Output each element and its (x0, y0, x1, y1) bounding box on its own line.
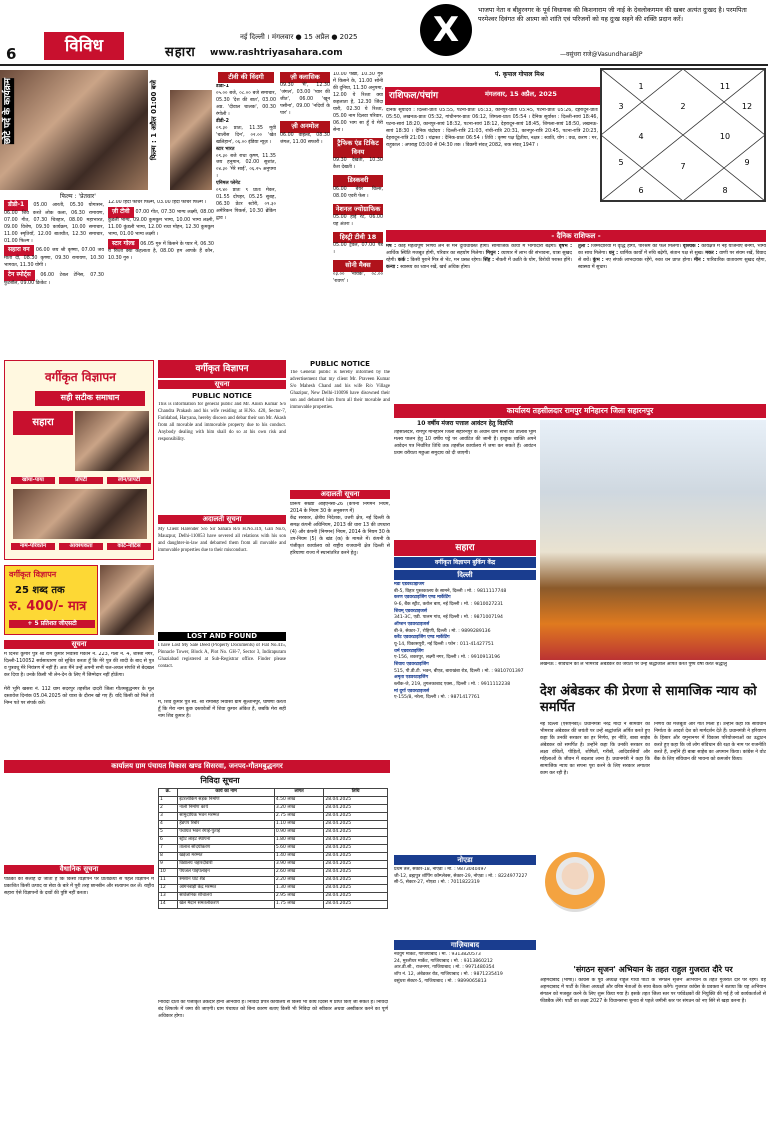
offer-gst: + 5 प्रतिशत जीएसटी (9, 620, 95, 628)
cat-property: प्रॉपर्टी (59, 477, 103, 484)
animal-planet-head: ज़ी अनमोल (280, 121, 330, 132)
lost-found-title: LOST AND FOUND (158, 632, 286, 641)
notice-head-2: सूचना (158, 380, 286, 389)
offer-price: रु. 400/- मात्र (9, 599, 87, 614)
offer-title: वर्गीकृत विज्ञापन (9, 570, 57, 579)
tv-channel-listings-mid: 12.00 हिंदी फीचर फिल्म, 03.00 हिंदी फीचर फिल्म । ज़ी टीवी 07.00 गीत, 07.30 भाग्य लक्ष्मी, 08.00 कुंडली भाग्य, 09.00 कुमकुम भाग्य, 10.00 भाग्य लक्ष्मी, 11.00 कुंडली भाग्य, 12.00 राधा मोहन, 12.30 कुमकुम भाग्य, 01.00 भाग्य लक्ष्मी । स्टार गोल्ड 06.05 गुरु में किसने के प्यार में, 06.30 ये रिश्ता क्या कहलाता है, 08.00 हम आपके हैं कौन, 10.30 गुरु । (108, 200, 214, 262)
booking-delhi-head: दिल्ली (394, 570, 536, 580)
center-1: मंडी एडवरटाइजिंग (394, 582, 425, 587)
sub-headline: 'संगठन सृजन' अभियान के तहत राहुल गुजरात दौरे पर (573, 965, 733, 974)
kundli-house-4: 3 (618, 102, 624, 111)
classified-title: वर्गीकृत विज्ञापन (45, 370, 116, 384)
center-5: करेंट एडवरटाइजिंग एण्ड मार्केटिंग (394, 635, 450, 641)
court-notice-head: अदालती सूचना (158, 515, 286, 524)
channel-dd1-badge: डीडी-1 (4, 200, 28, 211)
legal-notice-text: पाठकों को सलाह दी जाती है कि किसी विज्ञापन पर प्रतिक्रिया से पहले विज्ञापन में प्रकाशित किसी उत्पाद या सेवा के बारे में पूरी तरह छानबीन और सत्यापन कर लें। राष्ट्रीय सहारा ऐसे विज्ञापनों के दावों की पुष्टि नहीं करता। (4, 877, 154, 896)
tweet-quote: भाजपा नेता व बीहुरनगर के पूर्व विधायक की किशनाराम जी नाई के देवलोकगमन की खबर अत्यंत दुःखद है। परमपिता परमेश्वर दिवंगत की आत्मा को शांति एवं परिजनों को यह दुःख सहने की शक्ति प्रदान करें। (478, 6, 747, 24)
tender2-title: कार्यालय ग्राम पंचायत विकास खण्ड सिसरवा, जनपद-गौतमबुद्धनगर (4, 760, 390, 773)
history-head: हिस्ट्री टीवी 18 (333, 232, 383, 243)
kundli-house-10: 9 (744, 158, 750, 167)
page-number: 6 (6, 45, 17, 63)
rashi-date: मंगलवार, 15 अप्रैल, 2025 (485, 90, 557, 98)
sony-max-head: सोनी मैक्स (333, 260, 383, 271)
news-col-3: अहमदाबाद (भाषा)। कांग्रेस के पूर्व अध्यक्ष राहुल गांधी पार्टी के 'संगठन सृजन' अभियान के तहत गुजरात दौरे पर रहेंगे। वह अहमदाबाद में पार्टी के जिला अध्यक्षों और वरिष्ठ नेताओं के साथ बैठक करेंगे। गुजरात कांग्रेस के प्रवक्ता ने बताया कि यह अभियान संगठन को मजबूत करने के लिए शुरू किया गया है। इसके तहत जिला स्तर पर पर्यवेक्षकों की नियुक्ति की गई है जो कार्यकर्ताओं से फीडबैक लेंगे। पार्टी का लक्ष्य 2027 के विधानसभा चुनाव से पहले जमीनी स्तर पर संगठन को नए सिरे से खड़ा करना है। (540, 978, 766, 1004)
tender1-sub: 10 वर्षीय मंजरा पत्ताल आवंटन हेतु विज्ञप्ति (417, 420, 513, 427)
section-title: विविध (44, 32, 124, 60)
rashi-title: राशिफल/पंचांग (389, 91, 439, 101)
notice-text: मैं दिनेश कुमार पुत्र श्री राम कुमार निवासी मकान नं. 223, गली नं. 4, शास्त्री नगर, दिल्ली-110052 सर्वसाधारण को सूचित करता हूँ कि मेरे पुत्र की शादी के बाद से पुत्र व पुत्रवधू मेरे नियंत्रण में नहीं हैं। अतः मैंने उन्हें अपनी सभी चल-अचल संपत्ति से बेदखल कर दिया है। उनके किसी भी लेन-देन के लिए मैं जिम्मेदार नहीं होऊँगा। मेरी भूमि खसरा नं. 112 ग्राम सदरपुर तहसील दादरी जिला गौतमबुद्धनगर के मूल दस्तावेज दिनांक 05.04.2025 को यात्रा के दौरान खो गए हैं। यदि किसी को मिले तो निम्न पते पर संपर्क करें। (4, 652, 154, 706)
public-notice-text-2: The General public is hereby informed by the advertisement that my client Mr. Praveen Kumar S/o Mahesh Chand and his wife R/o Village Ghazipur, New Delhi-110096 have disowned their son and debarred him from all their movable and immovable properties. (290, 370, 390, 410)
kundli-house-3: 11 (719, 82, 731, 91)
natgeo-head: नेशनल ज्योग्राफिक (333, 204, 383, 215)
center-8: अमृता एडवरटाइजिंग (394, 675, 429, 681)
kundli-house-1: 2 (680, 102, 686, 111)
channel-dd1: डीडी-1 (216, 84, 229, 89)
channel-dd2: डीडी-2 (216, 118, 229, 124)
booking-noida-head: नोएडा (394, 855, 536, 865)
main-headline: देश अंबेडकर की प्रेरणा से सामाजिक न्याय को समर्पित (540, 684, 757, 716)
tender2-label: निविदा सूचना (200, 776, 240, 785)
tv-channels-head: टीवी की विंदगी (218, 72, 274, 83)
quote-credit: —वसुंधरा राजे@VasundharaBJP (560, 51, 643, 58)
sahara-logo: सहारा (165, 45, 196, 60)
tv-mid-col-b: 10.00 पंख़ा, 10.30 गुरु में किसने के, 11.00 सोनी की दुनिया, 11.30 अनुपमा, 12.00 ये रिश्ता क्या कहलाता है, 12.30 जिंदा यारी, 02.30 ये रिश्ता, 05.00 नाम दिलवा परिवार, 06.00 भाग सा हूँ ये मेरी सेना । ट्रैफिक एंड टिकिट विनय 09.30 देखती, 10.30 कैश देखती । डिस्कवरी 06.00 बेयर ग्रिल्स, 08.00 एवरी फेस । नेशनल ज्योग्राफिक 05.00 हाई रेट, 06.00 यह अंतरा । हिस्ट्री टीवी 18 05.00 ट्रैवल, 07.00 पैड । सोनी मैक्स ०३.०० 'नायक', ०८.०० 'रावण' । (333, 72, 383, 284)
cat-court-notice: कोर्ट-नोटिस (107, 543, 151, 550)
channel-starbharat: स्टार भारत (216, 146, 235, 152)
classified-sahara-logo: सहारा (13, 411, 73, 435)
news-col-1: नई दिल्ली (एसएनबी)। प्रधानमंत्री नरेंद्र मोदी ने सोमवार को भीमराव अंबेडकर की जयंती पर उन्हें श्रद्धांजलि अर्पित करते हुए कहा कि उनकी सरकार का हर निर्णय, हर नीति, बाबा साहेब अंबेडकर को समर्पित है। उन्होंने कहा कि उनकी सरकार का लक्ष्य वंचितों, पीड़ितों, शोषितों, गरीबों, आदिवासियों और महिलाओं के जीवन में बदलाव लाना है। प्रधानमंत्री ने कहा कि सामाजिक न्याय का सपना पूरा करने के लिए सरकार लगातार काम कर रही है। (540, 722, 650, 776)
panchang-text: दैनिक सूर्योदय : दिल्ली-प्रातः 05:55, पटना-प्रातः 05:33, कानपुर-प्रातः 05:45, पटना-प्रातः 05:26, देहरादून-प्रातः 05:50, लखनऊ-प्रातः 05:32, गांधीनगर-प्रातः 06:12, शिमला-प्रातः 05:54 । दैनिक सूर्यास्त : दिल्ली-सायं 18:46, पटना-सायं 18:20, कानपुर-सायं 18:32, पटना-सायं 18:12, देहरादून-सायं 18:45, शिमला-सायं 18:50, लखनऊ-सायं 18:30 । दैनिक चंद्रोदय : दिल्ली-रात्रि 21:03, रांची-रात्रि 20:31, कानपुर-रात्रि 20:45, पटना-रात्रि 20:23, देहरादून-रात्रि 21:03 । चंद्रास्त : दैनिक-प्रातः 06:54 । तिथि : कृष्ण पक्ष द्वितीया, नक्षत्र : स्वाति, योग : वज्र, करण : गर, राहुकाल : अपराह्न 03:00 से 04:30 तक । विक्रमी संवत् 2082, शक संवत् 1947 । (386, 108, 598, 148)
booking-delhi-list: मंडी एडवरटाइजिंग बी-5, विहार पुस्तकालय के सामने, दिल्ली । मो. : 9811117748 करण एडवरटाइजिंग एण्ड मार्केटिंग 9-6, बैंक स्ट्रीट, करोल बाग़, नई दिल्ली । मो. : 9810027231 शिवम् एडवरटाइजर्स 341-3C, एडी. पालम गांव, नई दिल्ली । मो. : 9871007194 ऑप्शन एडवरटाइजर्स बी-9, सेक्टर-7, रोहिणी, दिल्ली । मो. : 9899289136 करेंट एडवरटाइजिंग एण्ड मार्केटिंग यू-14, विकासपुरी, नई दिल्ली । फोन : 011-41427751 धर्म एडवरटाइजिंग ए-156, शकरपुर, लक्ष्मी नगर, दिल्ली । मो. : 9910913196 शिवाय एडवरटाइजिंग 515, पी.डी.टी. भवन, बीएड, बाराखंबा रोड, दिल्ली । मो. : 9810701397 अमृता एडवरटाइजिंग ब्लॉक-जे, 219, तुगलकाबाद एक्स., दिल्ली । मो. : 9911112238 मां दुर्गा एडवरटाइजर्स ए-155/8, नरेला, दिल्ली । मो. : 9871417761 (394, 582, 536, 852)
rashifal-right: तुला : जिम्मेदारियों में वृद्धि होगी, परिश्रम का फल मिलेगा। वृश्चिक : कार्यक्षेत्र में नई योजनाएं बनेंगी, भाग्य का साथ मिलेगा। धनु : धार्मिक कार्यों में रुचि बढ़ेगी, संतान पक्ष से सुख। मकर : वाणी पर संयम रखें, विवाद से बचें। कुंभ : नए संपर्क लाभदायक रहेंगे, रुका धन प्राप्त होगा। मीन : पारिवारिक वातावरण सुखद रहेगा, स्वास्थ्य में सुधार। (578, 244, 766, 270)
kundli-house-7: 10 (719, 132, 731, 141)
channel-stargold-badge: स्टार गोल्ड (108, 239, 139, 250)
kundli-house-6: 4 (638, 132, 644, 141)
public-notice-title: PUBLIC NOTICE (192, 392, 252, 400)
offer-words: 25 शब्द तक (15, 585, 65, 596)
kundli-house-12: 8 (722, 186, 728, 195)
center-7: शिवाय एडवरटाइजिंग (394, 661, 429, 667)
tender-table: क्र. कार्य का नाम लागत तिथि 1 इंटरलॉकिंग सड़क निर्माण 4.50 लाख 28.04.2025 2 नाली निर्माण कार्य 3.20 लाख 28.04.2025 3 सामुदायिक भवन मरम्मत 2.75 लाख 28.04.2025 4 हैंडपंप रिबोर 1.10 लाख 28.04.2025 5 पंचायत भवन रंगाई-पुताई 0.90 लाख 28.04.2025 6 स्ट्रीट लाइट स्थापना 1.80 लाख 28.04.2025 7 तालाब सौंदर्यीकरण 5.60 लाख 28.04.2025 8 खड़ंजा मरम्मत 1.40 लाख 28.04.2025 9 विद्यालय चहारदीवारी 3.90 लाख 28.04.2025 10 पेयजल पाइपलाइन 2.60 लाख 28.04.2025 11 श्मशान घाट शेड 2.20 लाख 28.04.2025 12 आंगनबाड़ी केंद्र मरम्मत 1.30 लाख 28.04.2025 13 सार्वजनिक शौचालय 2.95 लाख 28.04.2025 14 खेल मैदान समतलीकरण 1.75 लाख 28.04.2025 (158, 788, 388, 988)
tv-section-vertical-title: छोटे पर्दे के कार्यक्रम (3, 78, 13, 145)
channel-sahara-badge: सहारा वन (4, 245, 34, 256)
lost-found-text: I have Lost My Sale Deed (Property Documents) of Flat No.415, Pinnacle Tower, Block A, Plot No. GH-7, Sector 3, Indirapuram Ghaziabad registered at Sub-Registrar office. Finder please contact. (158, 643, 286, 669)
pm-photo (545, 852, 605, 912)
channel-zee-badge: ज़ी टीवी (108, 207, 134, 218)
film-label: फिल्म : 'प्रेतवार' (60, 193, 96, 200)
classified-tagline: सही सटीक समाधान (35, 391, 145, 406)
cat-requirement: आवश्यकता (59, 543, 103, 550)
classified-collage (75, 411, 149, 471)
center-4: ऑप्शन एडवरटाइजर्स (394, 621, 430, 627)
court-case-text: प्रारूप संख्या आईएनसी-26 (कंपनी निगमन नियम, 2014 के नियम 30 के अनुसरण में) केंद्र सरकार, क्षेत्रीय निदेशक, उत्तरी क्षेत्र, नई दिल्ली के समक्ष कंपनी अधिनियम, 2013 की धारा 13 की उपधारा (4) और कंपनी (निगमन) नियम, 2014 के नियम 30 के उप-नियम (5) के खंड (क) के मामले में। कंपनी के पंजीकृत कार्यालय को राष्ट्रीय राजधानी क्षेत्र दिल्ली से हरियाणा राज्य में स्थानांतरित करने हेतु। (290, 502, 390, 556)
kundli-house-11: 6 (638, 186, 644, 195)
cat-lost-found: खोया-पाया (11, 477, 55, 484)
website[interactable]: www.rashtriyasahara.com (210, 48, 343, 58)
rashifal-left: मेष : कोई महत्वपूर्ण निर्णय लेने से मन दुविधाग्रस्त होगा। सामाजिक कार्यों में भागीदारी बढ़ेगी। वृषभ : आर्थिक स्थिति मजबूत होगी, परिवार का सहयोग मिलेगा। मिथुन : व्यापार में लाभ की संभावना, यात्रा सुखद रहेगी। कर्क : किसी पुराने मित्र से भेंट, मन प्रसन्न रहेगा। सिंह : नौकरी में उन्नति के योग, विरोधी परास्त होंगे। कन्या : स्वास्थ्य का ध्यान रखें, खर्च अधिक होगा। (386, 244, 572, 270)
zee-classic-head: ज़ी क्लासिक (280, 72, 330, 83)
tender1-title: कार्यालय तहसीलदार रामपुर मनिहारन जिला सहारनपुर (394, 404, 766, 418)
photo-caption: लखनऊ : संविधान को ले भीमराव अंबेडकर की जयंती पर उन्हें श्रद्धांजलि अर्पित करते पुष्प वर्षा करते श्रद्धालु (540, 662, 727, 667)
notice-head: सूचना (4, 640, 154, 649)
cat-name-change: नाम-परिवर्तन (11, 543, 55, 550)
channel-history: एनिमल प्लेनेट (216, 181, 241, 187)
rashi-author: पं. कृपाल गोपाल मिश्र (495, 71, 544, 78)
public-notice-title-2: PUBLIC NOTICE (310, 360, 370, 368)
film-photo (0, 70, 148, 190)
discovery-head: डिस्कवरी (333, 175, 383, 186)
classified-ad-banner (4, 360, 154, 560)
booking-noida-list: प्रथम तल, सेक्टर-18, नोएडा । मो. : 9873040497 जी-12, ब्रह्मपुत्र शॉपिंग कॉम्प्लेक्स, सेक्टर-29, नोएडा । मो. : 8224977227 सी-5, सेक्टर-27, नोएडा । मो. : 7011822319 (394, 867, 528, 886)
kundli-house-8: 5 (618, 158, 624, 167)
channel-tensports-badge: टेन स्पोर्ट्स (4, 270, 35, 281)
tv-channel-listings-left: डीडी-1 05.00 आरती, 05.30 योगासन, 06.00 शिव करते लोक कला, 06.30 रामायण, 07.00 गीत, 07.30 चित्रहार, 08.00 महाभारत, 09.00 विशेष, 09.30 कार्यक्रम, 10.00 समाचार, 11.00 स्मृतियाँ, 12.00 बातचीत, 12.30 समाचार, 01.00 फिल्म । सहारा वन 06.00 जय श्री कृष्णा, 07.00 जय माता दी, 08.30 कृष्णा, 09.30 रामायण, 10.30 भागवत, 11.30 योगी । टेन स्पोर्ट्स 06.00 टेबल टेनिस, 07.30 फुटबॉल, 09.00 क्रिकेट । (4, 201, 104, 286)
kundli-house-2: 1 (638, 82, 644, 91)
booking-sahara: सहारा (394, 540, 536, 556)
classified-col2-title: वर्गीकृत विज्ञापन (158, 360, 286, 378)
court-notice-head-2: अदालती सूचना (290, 490, 390, 499)
news-col-2: निर्णय को मजबूती और गति मिली है। उन्होंने कहा कि संविधान निर्माता के आदर्श देश को मार्गदर्शन देते हैं। प्रधानमंत्री ने हरियाणा के हिसार और यमुनानगर में विकास परियोजनाओं का उद्घाटन करते हुए कहा कि जो लोग संविधान की रक्षा के नाम पर राजनीति करते हैं, उन्होंने ही बाबा साहेब का अपमान किया। कांग्रेस ने वोट बैंक के लिए संविधान की भावना को कमजोर किया। (654, 722, 766, 762)
affidavit-text: मैं, शिव कुमार पुत्र स्व. श्री रामसिंह निवासी ग्राम सुल्तानपुर, घोषणा करता हूँ कि मेरा नाम कुछ दस्तावेजों में शिवा कुमार अंकित है, जबकि मेरा सही नाम शिव कुमार है। (158, 700, 286, 719)
public-notice-text: This is information for general public and Mr. Anish Kumar S/o Chandra Prakash and his wife residing at H.No. 420, Sector-7, Faridabad, Haryana, hereby disown and debar their son Mr. Akash from all movable and immovable property due to his conduct. Anybody dealing with him shall do so at his own risk and responsibility. (158, 402, 286, 442)
page-header (0, 0, 768, 66)
ambedkar-statue-photo (540, 420, 766, 660)
x-logo-icon: X (420, 4, 472, 56)
kundli-chart (600, 68, 766, 202)
center-2: करण एडवरटाइजिंग एण्ड मार्केटिंग (394, 595, 451, 601)
center-3: शिवम् एडवरटाइजर्स (394, 608, 427, 614)
tv-listings-col: डीडी-1 ०५.०० बजे, ०८.०० बजे समाचार, 05.30 'देश की बात', 03.00 अप्र. 'दीवाल चालक', 00.30 रंगोली । डीडी-2 ०९.३० प्रातः, 11.35 मूवी 'चालीस दिन', ०२.०० 'खेत खलिहान', ०६.०० इंडिया न्यूज़ । स्टार भारत ०९.३० बजे राधा कृष्ण, 11.35 जय हनुमान, 02.00 सुशांत, ०४.३० 'मेरे साईं', ०६.२५ अनुपमा । एनिमल प्लेनेट ०९.४० प्रातः ९ प्रातः मेकर, 01.55 दोपहर, 05.25 सुबह, 06.30 प्रेटर स्टोरी, ०९.३० अमेरिकन पिकर्स, 10.30 ब्रेकिंग द्वाव । (216, 84, 276, 222)
cat-loan: लोन/प्रापर्टी (107, 477, 151, 484)
booking-ghaziabad-list: नवयुग मार्केट, गाजियाबाद । मो. : 9313820573 24, मुरलीधर मार्केट, गाजियाबाद । मो. : 9313860212 आर.डी.सी., राजनगर, गाजियाबाद । मो. : 9971480354 शॉप नं. 12, अंबेडकर रोड, गाजियाबाद । मो. : 9871235419 वसुंधरा सेक्टर-5, गाजियाबाद । मो. : 9899065813 (394, 952, 503, 984)
masthead-date: नई दिल्ली । मंगलवार ● 15 अप्रैल ● 2025 (240, 33, 358, 41)
booking-ghaziabad-head: गाज़ियाबाद (394, 940, 536, 950)
tender1-text: तहसीलदार, रामपुर मनिहारन जिला सहारनपुर के अधीन ग्राम सभा की तालाब भूमि मत्स्य पालन हेतु 10 वर्षीय पट्टे पर आवंटित की जानी है। इच्छुक व्यक्ति अपने आवेदन पत्र निर्धारित तिथि तक तहसील कार्यालय में जमा कर सकते हैं। आवंटन प्रथम वरीयता मछुआ समुदाय को दी जाएगी। (394, 430, 536, 456)
tv-mid-col-a: ज़ी क्लासिक 09.30 'मैं', 12.30 'जंगल', 03.00 'प्यार की जीत', 06.00 'खून पसीना', 09.00 'नदियाँ के पार' । ज़ी अनमोल 06.00 वाइल्ड, 08.30 जंगल, 11.00 सफारी । (280, 73, 330, 145)
actor-photo (170, 90, 212, 190)
classified-offer-box (4, 565, 98, 635)
daily-rashifal-head: - दैनिक राशिफल - (386, 230, 766, 242)
court-notice-text: My Client Harender S/o Sir Sahara R/o H.No.319, Gali No.6, Mauzpur, Delhi-110053 have severed all relations with his son and daughter-in-law and debarred them from all movable and immovable properties due to their misconduct. (158, 527, 286, 553)
center-6: धर्म एडवरटाइजिंग (394, 648, 424, 654)
offer-photo (100, 565, 154, 635)
legal-notice-head: वैधानिक सूचना (4, 865, 154, 874)
kundli-house-5: 12 (741, 102, 753, 111)
classified-collage-2 (13, 489, 147, 539)
kundli-house-9: 7 (680, 162, 686, 171)
trains-head: ट्रैफिक एंड टिकिट विनय (333, 138, 383, 159)
center-9: मां दुर्गा एडवरटाइजर्स (394, 688, 430, 694)
tender2-terms: निविदा दाता को पंजीकृत ठेकेदार होना अनिवार्य है। निविदा प्रपत्र कार्यालय से किसी भी कार्य दिवस में प्राप्त किए जा सकते हैं। निविदा बंद लिफाफे में जमा की जाएगी। ग्राम पंचायत को बिना कारण बताए किसी भी निविदा को स्वीकार अथवा अस्वीकार करने का पूर्ण अधिकार होगा। (158, 1000, 388, 1019)
movie-timing: फिल्म : 1 अप्रैल 01:00 बजे (150, 80, 158, 161)
booking-subtitle: वर्गीकृत विज्ञापन बुकिंग केंद्र (394, 557, 536, 568)
